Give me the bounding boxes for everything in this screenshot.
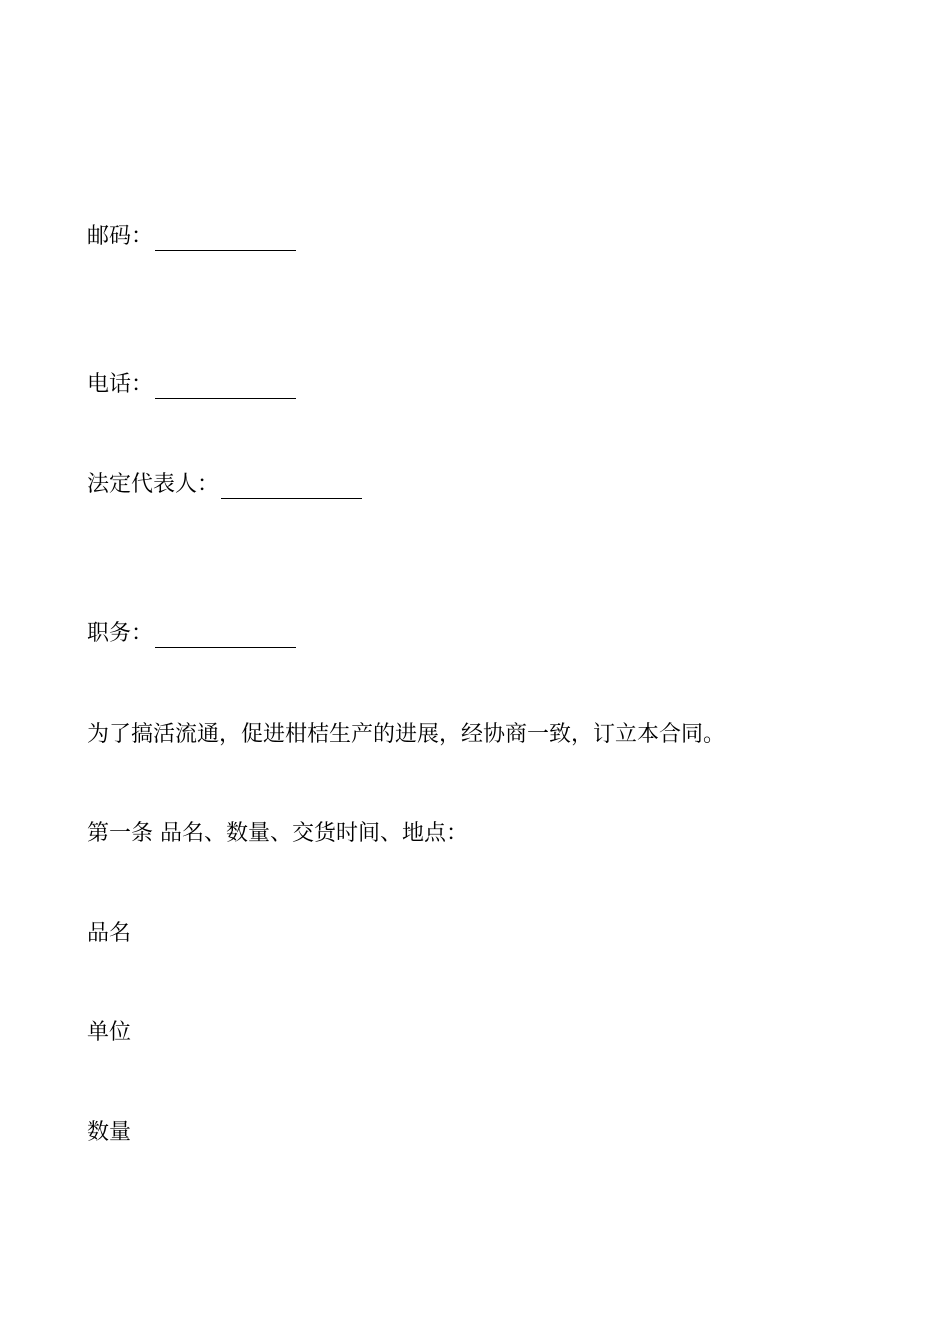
position-field: [87, 620, 296, 648]
postcode-blank[interactable]: [155, 230, 296, 251]
legal-rep-field: [87, 471, 362, 499]
legal-rep-label: 法定代表人：: [87, 472, 220, 497]
unit-label: 单位: [87, 1020, 132, 1045]
position-blank[interactable]: [155, 627, 296, 648]
quantity-label: 数量: [87, 1120, 132, 1145]
article-1-heading: 第一条 品名、数量、交货时间、地点：: [87, 821, 468, 846]
legal-rep-blank[interactable]: [221, 478, 362, 499]
postcode-label: 邮码：: [87, 224, 154, 249]
product-name-label: 品名: [87, 921, 132, 946]
phone-field: [87, 371, 296, 399]
intro-paragraph: 为了搞活流通，促进柑桔生产的进展，经协商一致，订立本合同。: [87, 722, 726, 747]
postcode-field: [87, 223, 296, 251]
phone-label: 电话：: [87, 372, 154, 397]
position-label: 职务：: [87, 621, 154, 646]
phone-blank[interactable]: [155, 378, 296, 399]
